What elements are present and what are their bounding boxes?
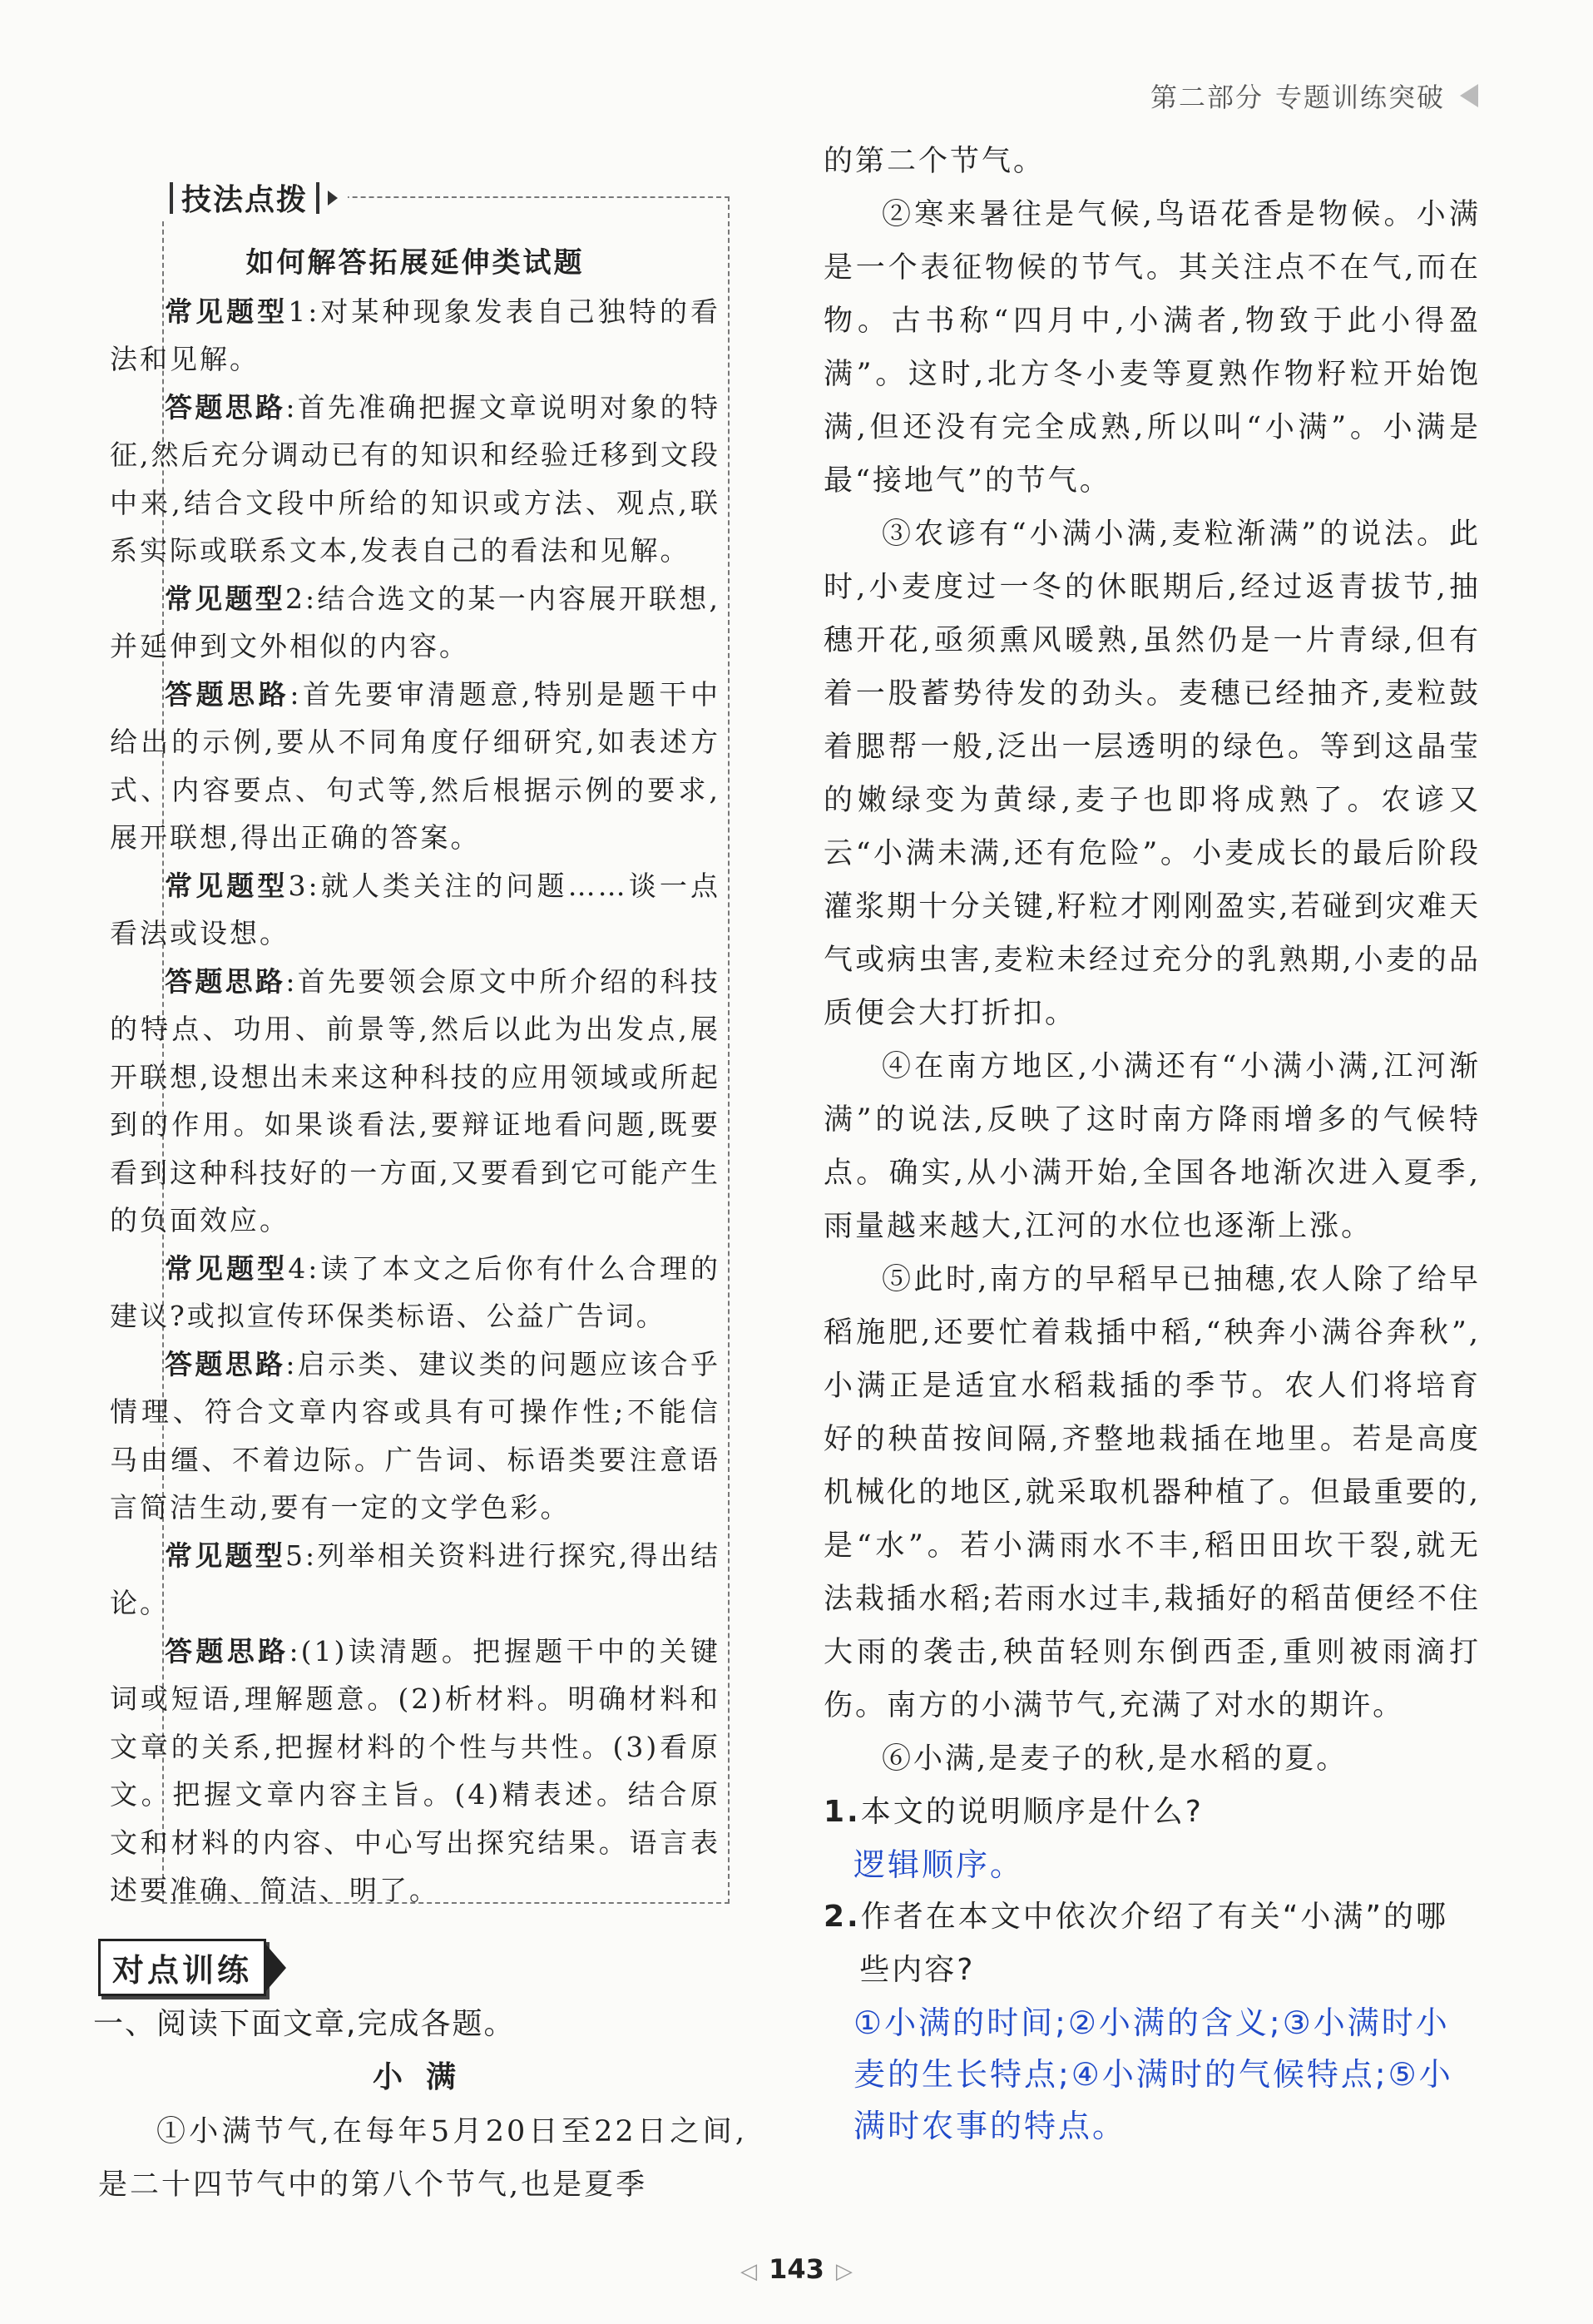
tip-block-label: 常见题型 <box>165 1539 285 1572</box>
tip-block <box>110 862 720 958</box>
header-title: 专题训练突破 <box>1274 82 1445 113</box>
article-paragraph: ②寒来暑往是气候,鸟语花香是物候。小满是一个表征物候的节气。其关注点不在气,而在物。古书称“四月中,小满者,物致于此小得盈满”。这时,北方冬小麦等夏熟作物籽粒开始饱满,但还没有完全成熟,所以叫“小满”。小满是最“接地气”的节气。 <box>824 198 1481 498</box>
article-paragraph-1 <box>98 2105 747 2212</box>
triangle-right-icon: ▷ <box>835 2259 853 2284</box>
tip-block-text: :首先要领会原文中所介绍的科技的特点、功用、前景等,然后以此为出发点,展开联想,设想出未来这种科技的应用领域或所起到的作用。如果谈看法,要辩证地看问题,既要看到这种科技好的一方面,又要看到它可能产生的负面效应。 <box>110 964 721 1236</box>
tip-block-label: 常见题型 <box>165 582 285 615</box>
tip-block <box>110 288 720 384</box>
tip-block-text: 1:对某种现象发表自己独特的看法和见解。 <box>110 295 721 375</box>
tip-block <box>110 671 720 862</box>
section-title: 一、阅读下面文章,完成各题。 <box>93 2007 516 2041</box>
paragraph-continuation: 的第二个节气。 <box>824 145 1046 178</box>
tip-block-label: 答题思路 <box>165 964 286 998</box>
tip-block-text: :首先准确把握文章说明对象的特征,然后充分调动已有的知识和经验迁移到文段中来,结合文段中所给的知识或方法、观点,联系实际或联系文本,发表自己的看法和见解。 <box>110 390 721 567</box>
tip-block <box>110 575 720 671</box>
tip-block-label: 常见题型 <box>165 1251 289 1285</box>
page-number <box>0 2253 1593 2285</box>
tip-block-label: 答题思路 <box>165 1347 286 1380</box>
tip-block-text: :(1)读清题。把握题干中的关键词或短语,理解题意。(2)析材料。明确材料和文章的关系,把握材料的个性与共性。(3)看原文。把握文章内容主旨。(4)精表述。结合原文和材料的内容、中心写出探究结果。语言表述要准确、简洁、明了。 <box>110 1634 720 1906</box>
tip-block-text: :启示类、建议类的问题应该合乎情理、符合文章内容或具有可操作性;不能信马由缰、不着边际。广告词、标语类要注意语言简洁生动,要有一定的文学色彩。 <box>110 1347 721 1524</box>
answer: ①小满的时间;②小满的含义;③小满时小麦的生长特点;④小满时的气候特点;⑤小满时农事的特点。 <box>853 2004 1453 2144</box>
bar-icon <box>316 182 319 214</box>
tip-block-text: :首先要审清题意,特别是题干中给出的示例,要从不同角度仔细研究,如表述方式、内容要点、句式等,然后根据示例的要求,展开联想,得出正确的答案。 <box>110 677 721 854</box>
tip-block-label: 常见题型 <box>165 295 289 328</box>
question <box>824 1890 1481 1997</box>
practice-tag <box>98 1939 286 1996</box>
tip-block <box>110 384 720 575</box>
article-paragraph: ⑥小满,是麦子的秋,是水稻的夏。 <box>882 1742 1348 1776</box>
tip-block-text: 2:结合选文的某一内容展开联想,并延伸到文外相似的内容。 <box>110 582 721 662</box>
bar-icon <box>170 182 173 214</box>
tip-block <box>110 958 720 1245</box>
question <box>824 1786 1481 1839</box>
article-title: 小满 <box>373 2060 480 2094</box>
tip-block <box>110 1340 720 1532</box>
tips-label <box>160 176 348 219</box>
question-number: 2. <box>824 1900 861 1934</box>
tip-block-label: 常见题型 <box>165 869 289 902</box>
question-text: 作者在本文中依次介绍了有关“小满”的哪些内容? <box>859 1900 1449 1987</box>
article-paragraph: ⑤此时,南方的早稻早已抽穗,农人除了给早稻施肥,还要忙着栽插中稻,“秧奔小满谷奔秋”,小满正是适宜水稻栽插的季节。农人们将培育好的秧苗按间隔,齐整地栽插在地里。若是高度机械化的地区,就采取机器种植了。但最重要的,是“水”。若小满雨水不丰,稻田田坎干裂,就无法栽插水稻;若雨水过丰,栽插好的稻苗便经不住大雨的袭击,秧苗轻则东倒西歪,重则被雨滴打伤。南方的小满节气,充满了对水的期许。 <box>824 1263 1481 1722</box>
right-column <box>824 135 1481 2152</box>
question-text: 本文的说明顺序是什么? <box>860 1795 1204 1829</box>
page-header <box>1150 77 1478 115</box>
tip-block-label: 答题思路 <box>165 390 286 424</box>
tip-block-text: 3:就人类关注的问题……谈一点看法或设想。 <box>110 869 720 949</box>
tip-block-label: 答题思路 <box>165 677 290 711</box>
header-triangle-icon <box>1460 84 1478 107</box>
triangle-left-icon: ◁ <box>740 2259 758 2284</box>
article-paragraph: ④在南方地区,小满还有“小满小满,江河渐满”的说法,反映了这时南方降雨增多的气候特点。确实,从小满开始,全国各地渐次进入夏季,雨量越来越大,江河的水位也逐渐上涨。 <box>824 1050 1481 1243</box>
tips-label-text: 技法点拨 <box>181 183 309 217</box>
tips-content <box>110 240 720 1915</box>
tip-block-text: 4:读了本文之后你有什么合理的建议?或拟宣传环保类标语、公益广告词。 <box>110 1251 721 1332</box>
tip-block <box>110 1532 720 1628</box>
header-part: 第二部分 <box>1150 82 1264 113</box>
tips-heading: 如何解答拓展延伸类试题 <box>245 246 585 280</box>
article-paragraph: ③农谚有“小满小满,麦粒渐满”的说法。此时,小麦度过一冬的休眠期后,经过返青拔节,抽穗开花,亟须熏风暖熟,虽然仍是一片青绿,但有着一股蓄势待发的劲头。麦穗已经抽齐,麦粒鼓着腮帮一般,泛出一层透明的绿色。等到这晶莹的嫩绿变为黄绿,麦子也即将成熟了。农谚又云“小满未满,还有危险”。小麦成长的最后阶段灌浆期十分关键,籽粒才刚刚盈实,若碰到灾难天气或病虫害,麦粒未经过充分的乳熟期,小麦的品质便会大打折扣。 <box>824 518 1481 1030</box>
paragraph-text: ①小满节气,在每年5月20日至22日之间,是二十四节气中的第八个节气,也是夏季 <box>98 2115 747 2202</box>
tip-block-text: 5:列举相关资料进行探究,得出结论。 <box>110 1539 721 1619</box>
arrow-right-icon <box>328 191 338 206</box>
tip-block <box>110 1628 720 1915</box>
tip-block-label: 答题思路 <box>165 1634 289 1667</box>
chevron-right-icon <box>265 1943 286 1993</box>
question-number: 1. <box>824 1795 861 1829</box>
page-number-text: 143 <box>769 2253 824 2285</box>
tip-block <box>110 1245 720 1340</box>
practice-label: 对点训练 <box>98 1939 266 1996</box>
answer: 逻辑顺序。 <box>853 1846 1025 1883</box>
